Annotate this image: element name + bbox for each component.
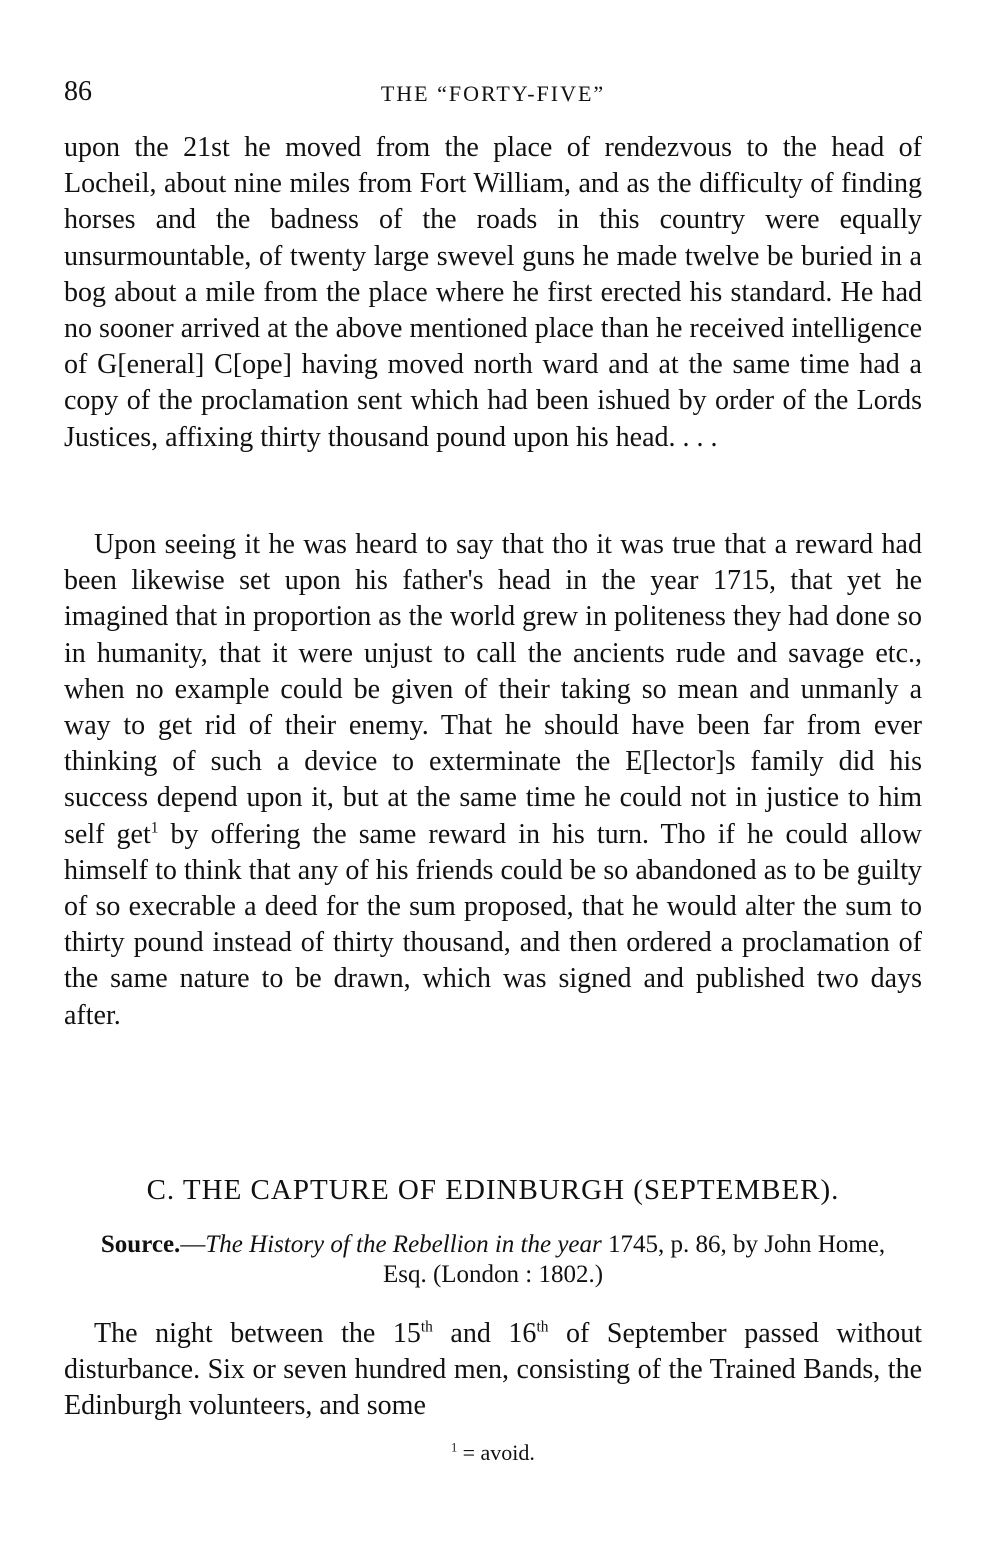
ordinal-suffix: th (420, 1318, 433, 1336)
footnote-reference: 1 (150, 819, 159, 837)
running-title: THE “FORTY-FIVE” (380, 81, 606, 106)
paragraph-2-text-before-note: Upon seeing it he was heard to say that tho it was true that a reward had been likewise set upon his father's head in the year 1715, that yet he imagined that in proportion as the world grew in politeness they had done so in humanity, that it were unjust to call the ancients rude and savage etc., when no example could be given of their taking so mean and unmanly a way to get rid of their enemy. That he should have been far from ever thinking of such a device to exterminate the E[lector]s family did his success depend upon it, but at the same time he could not in justice to him self get (64, 529, 922, 850)
paragraph-3-mid: and 16 (432, 1318, 537, 1349)
footnote-text: = avoid. (457, 1440, 535, 1465)
paragraph-3-end: of September passed without disturbance. Six or seven hundred men, consisting of the Trained Bands, the Edinburgh volunteers, and some (64, 1318, 922, 1422)
section-heading: C. THE CAPTURE OF EDINBURGH (SEPTEMBER). (146, 1174, 840, 1206)
paragraph-2-text-after-note: by offering the same reward in his turn. Tho if he could allow himself to think that any of his friends could be so abandoned as to be guilty of so execrable a deed for the sum proposed, that he would alter the sum to thirty pound instead of thirty thousand, and then ordered a proclamation of the same nature to be drawn, which was signed and published two days after. (64, 818, 922, 1031)
source-dash: — (180, 1231, 206, 1258)
paragraph-3-start: The night between the 15 (94, 1318, 421, 1349)
paragraph-2 (64, 527, 922, 1034)
source-citation (100, 1230, 886, 1290)
page-header (64, 74, 922, 114)
paragraph-3 (64, 1316, 922, 1425)
paragraph-3-text (64, 1316, 922, 1425)
ordinal-suffix: th (536, 1318, 549, 1336)
source-title: The History of the Rebellion in the year (205, 1231, 602, 1258)
footnote-marker: 1 (451, 1440, 458, 1455)
source-details: 1745, p. 86, by John Home, Esq. (London : 1802.) (382, 1231, 886, 1288)
source-label: Source. (100, 1231, 181, 1258)
footnote (64, 1438, 922, 1468)
paragraph-2-text (64, 527, 922, 1034)
paragraph-1 (64, 130, 922, 456)
page-number: 86 (64, 76, 92, 107)
paragraph-1-text: upon the 21st he moved from the place of rendezvous to the head of Locheil, about nine miles from Fort William, and as the difficulty of finding horses and the badness of the roads in this country were equally unsurmountable, of twenty large swevel guns he made twelve be buried in a bog about a mile from the place where he first erected his standard. He had no sooner arrived at the above mentioned place than he received intelligence of G[eneral] C[ope] having moved north ward and at the same time had a copy of the proclamation sent which had been ishued by order of the Lords Justices, affixing thirty thousand pound upon his head. . . . (64, 132, 922, 453)
